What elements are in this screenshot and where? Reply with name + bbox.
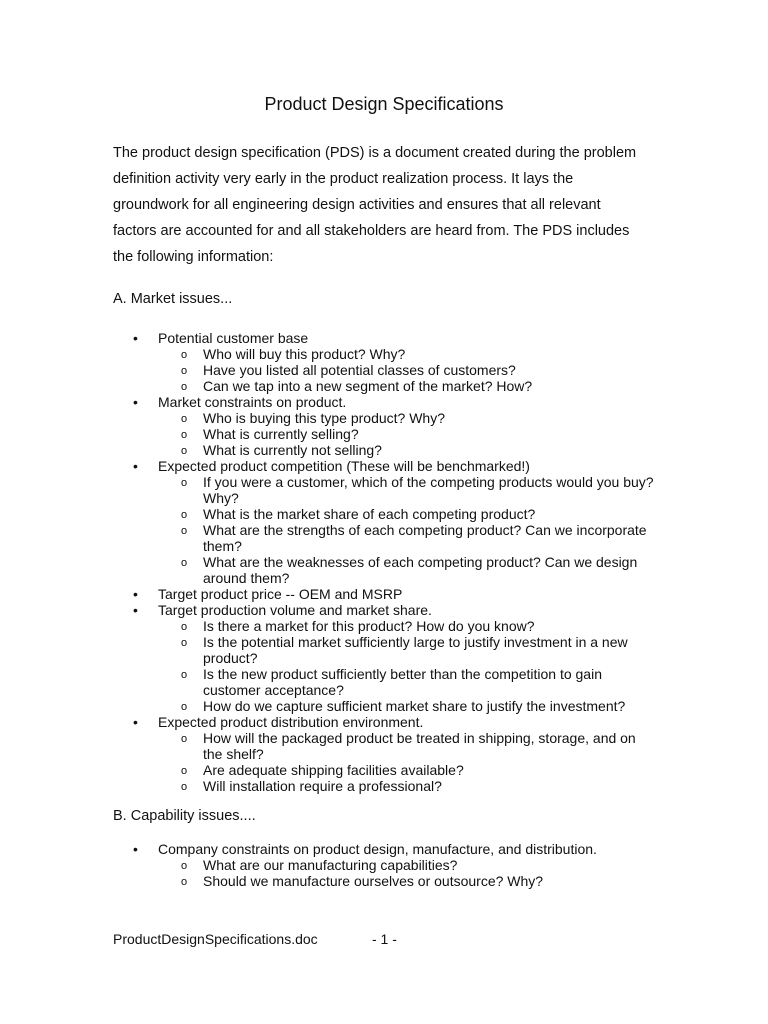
bullet-item <box>113 841 658 857</box>
sub-bullet-text: Can we tap into a new segment of the market? How? <box>203 378 533 394</box>
bullet-text: Target production volume and market share. <box>158 602 432 618</box>
sub-bullet-item <box>113 698 658 714</box>
page-title: Product Design Specifications <box>264 94 504 114</box>
sub-bullet-text: If you were a customer, which of the competing products would you buy? Why? <box>203 474 654 506</box>
sub-bullet-icon: o <box>181 637 188 649</box>
sub-bullet-item <box>113 634 658 666</box>
bullet-icon: • <box>133 330 138 346</box>
sub-bullet-text: What is currently not selling? <box>203 442 382 458</box>
footer-filename: ProductDesignSpecifications.doc <box>113 931 318 947</box>
bullet-text: Expected product distribution environment. <box>158 714 424 730</box>
bullet-item <box>113 394 658 410</box>
sub-bullet-icon: o <box>181 781 188 793</box>
bullet-icon: • <box>133 602 138 618</box>
bullet-icon: • <box>133 586 138 602</box>
sub-bullet-text: Is there a market for this product? How do you know? <box>203 618 535 634</box>
intro-paragraph <box>113 140 643 270</box>
sub-bullet-text: How do we capture sufficient market share to justify the investment? <box>203 698 626 714</box>
section-a-list <box>113 330 658 794</box>
sub-bullet-text: Are adequate shipping facilities available? <box>203 762 464 778</box>
sub-bullet-text: Is the potential market sufficiently large to justify investment in a new product? <box>203 634 628 666</box>
sub-bullet-text: What are our manufacturing capabilities? <box>203 857 458 873</box>
sub-bullet-item <box>113 378 658 394</box>
bullet-item <box>113 602 658 618</box>
sub-bullet-text: What are the strengths of each competing product? Can we incorporate them? <box>203 522 647 554</box>
bullet-text: Company constraints on product design, manufacture, and distribution. <box>158 841 597 857</box>
sub-bullet-text: Who is buying this type product? Why? <box>203 410 446 426</box>
sub-bullet-item <box>113 762 658 778</box>
sub-bullet-text: What is currently selling? <box>203 426 359 442</box>
sub-bullet-text: Who will buy this product? Why? <box>203 346 406 362</box>
sub-bullet-item <box>113 554 658 586</box>
section-a-heading: A. Market issues... <box>113 291 233 307</box>
sub-bullet-icon: o <box>181 445 188 457</box>
bullet-item <box>113 458 658 474</box>
sub-bullet-icon: o <box>181 429 188 441</box>
sub-bullet-icon: o <box>181 349 188 361</box>
sub-bullet-item <box>113 618 658 634</box>
sub-bullet-icon: o <box>181 621 188 633</box>
sub-bullet-icon: o <box>181 381 188 393</box>
sub-bullet-item <box>113 346 658 362</box>
sub-bullet-icon: o <box>181 860 188 872</box>
sub-bullet-text: How will the packaged product be treated in shipping, storage, and on the shelf? <box>203 730 636 762</box>
sub-bullet-item <box>113 426 658 442</box>
footer-page-number: - 1 - <box>372 931 397 947</box>
sub-bullet-item <box>113 442 658 458</box>
sub-bullet-icon: o <box>181 876 188 888</box>
sub-bullet-item <box>113 857 658 873</box>
sub-bullet-text: Have you listed all potential classes of customers? <box>203 362 516 378</box>
sub-bullet-text: Will installation require a professional? <box>203 778 442 794</box>
sub-bullet-text: Is the new product sufficiently better than the competition to gain customer acceptance? <box>203 666 602 698</box>
bullet-text: Expected product competition (These will be benchmarked!) <box>158 458 530 474</box>
sub-bullet-text: What is the market share of each competing product? <box>203 506 536 522</box>
sub-bullet-icon: o <box>181 669 188 681</box>
sub-bullet-icon: o <box>181 525 188 537</box>
sub-bullet-item <box>113 778 658 794</box>
sub-bullet-text: What are the weaknesses of each competing product? Can we design around them? <box>203 554 638 586</box>
sub-bullet-icon: o <box>181 557 188 569</box>
sub-bullet-icon: o <box>181 733 188 745</box>
sub-bullet-icon: o <box>181 765 188 777</box>
sub-bullet-item <box>113 873 658 889</box>
sub-bullet-icon: o <box>181 701 188 713</box>
sub-bullet-icon: o <box>181 477 188 489</box>
sub-bullet-icon: o <box>181 509 188 521</box>
bullet-item <box>113 330 658 346</box>
sub-bullet-item <box>113 730 658 762</box>
sub-bullet-icon: o <box>181 413 188 425</box>
sub-bullet-icon: o <box>181 365 188 377</box>
sub-bullet-text: Should we manufacture ourselves or outsource? Why? <box>203 873 544 889</box>
bullet-text: Market constraints on product. <box>158 394 347 410</box>
section-b-list <box>113 841 658 889</box>
sub-bullet-item <box>113 410 658 426</box>
sub-bullet-item <box>113 666 658 698</box>
bullet-icon: • <box>133 841 138 857</box>
bullet-item <box>113 586 658 602</box>
sub-bullet-item <box>113 362 658 378</box>
bullet-item <box>113 714 658 730</box>
sub-bullet-item <box>113 522 658 554</box>
intro-text: The product design specification (PDS) is a document created during the problem definition activity very early in the product realization process. It lays the groundwork for all engineering design activities and ensures that all relevant factors are accounted for and all stakeholders are heard from. The PDS includes the following information: <box>113 145 637 265</box>
sub-bullet-item <box>113 474 658 506</box>
bullet-text: Target product price -- OEM and MSRP <box>158 586 403 602</box>
bullet-icon: • <box>133 394 138 410</box>
bullet-icon: • <box>133 458 138 474</box>
section-b-heading: B. Capability issues.... <box>113 808 256 824</box>
sub-bullet-item <box>113 506 658 522</box>
bullet-text: Potential customer base <box>158 330 309 346</box>
bullet-icon: • <box>133 714 138 730</box>
